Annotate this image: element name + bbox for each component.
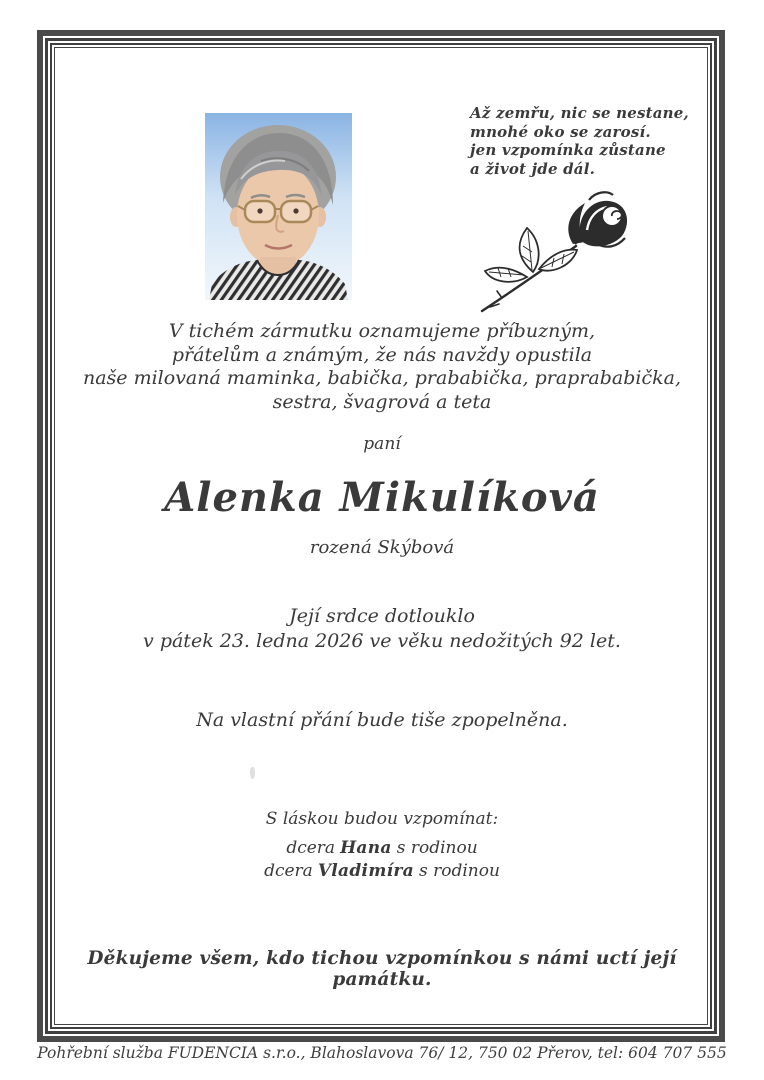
memorial-poem	[470, 104, 700, 178]
mourner-name: Vladimíra	[317, 861, 414, 881]
announcement-line: V tichém zármutku oznamujeme příbuzným,	[168, 320, 596, 342]
deceased-name: Alenka Mikulíková	[164, 474, 600, 521]
announcement-line: přátelům a známým, že nás navždy opustila	[171, 343, 593, 366]
poem-line: a život jde dál.	[470, 159, 596, 178]
death-notice-line: Její srdce dotlouklo	[289, 605, 475, 627]
death-notice-line: v pátek 23. ledna 2026 ve věku nedožitých 92 let.	[143, 629, 621, 652]
death-notice	[57, 604, 707, 653]
portrait-illustration	[205, 113, 352, 300]
cremation-note: Na vlastní přání bude tiše zpopelněna.	[196, 709, 568, 731]
poem-line: Až zemřu, nic se nestane,	[470, 104, 689, 122]
announcement-paragraph	[57, 320, 707, 414]
mourner-line	[57, 838, 707, 858]
decorative-frame	[37, 30, 725, 1042]
announcement-line: sestra, švagrová a teta	[272, 390, 492, 413]
announcement-line: naše milovaná maminka, babička, prababička, praprababička,	[82, 367, 682, 389]
portrait-photo	[205, 113, 352, 300]
rose-icon	[476, 186, 648, 318]
poem-line: mnohé oko se zarosí.	[470, 122, 651, 141]
thanks-line: Děkujeme všem, kdo tichou vzpomínkou s námi uctí její památku.	[87, 948, 677, 990]
mourner-relation: dcera	[286, 838, 336, 858]
mourner-name: Hana	[340, 838, 392, 858]
funeral-service-footer: Pohřební služba FUDENCIA s.r.o., Blahoslavova 76/ 12, 750 02 Přerov, tel: 604 707 555	[37, 1044, 727, 1062]
mourner-suffix: s rodinou	[418, 861, 500, 881]
mourner-suffix: s rodinou	[396, 838, 478, 858]
mourner-relation: dcera	[264, 861, 313, 881]
mourners-intro: S láskou budou vzpomínat:	[265, 809, 499, 829]
mourner-line	[57, 861, 707, 881]
scan-smudge	[250, 767, 255, 779]
rose-sketch-illustration	[476, 186, 648, 318]
poem-line: jen vzpomínka zůstane	[470, 141, 666, 159]
title-prefix: paní	[363, 434, 401, 454]
maiden-name: rozená Skýbová	[309, 537, 455, 558]
